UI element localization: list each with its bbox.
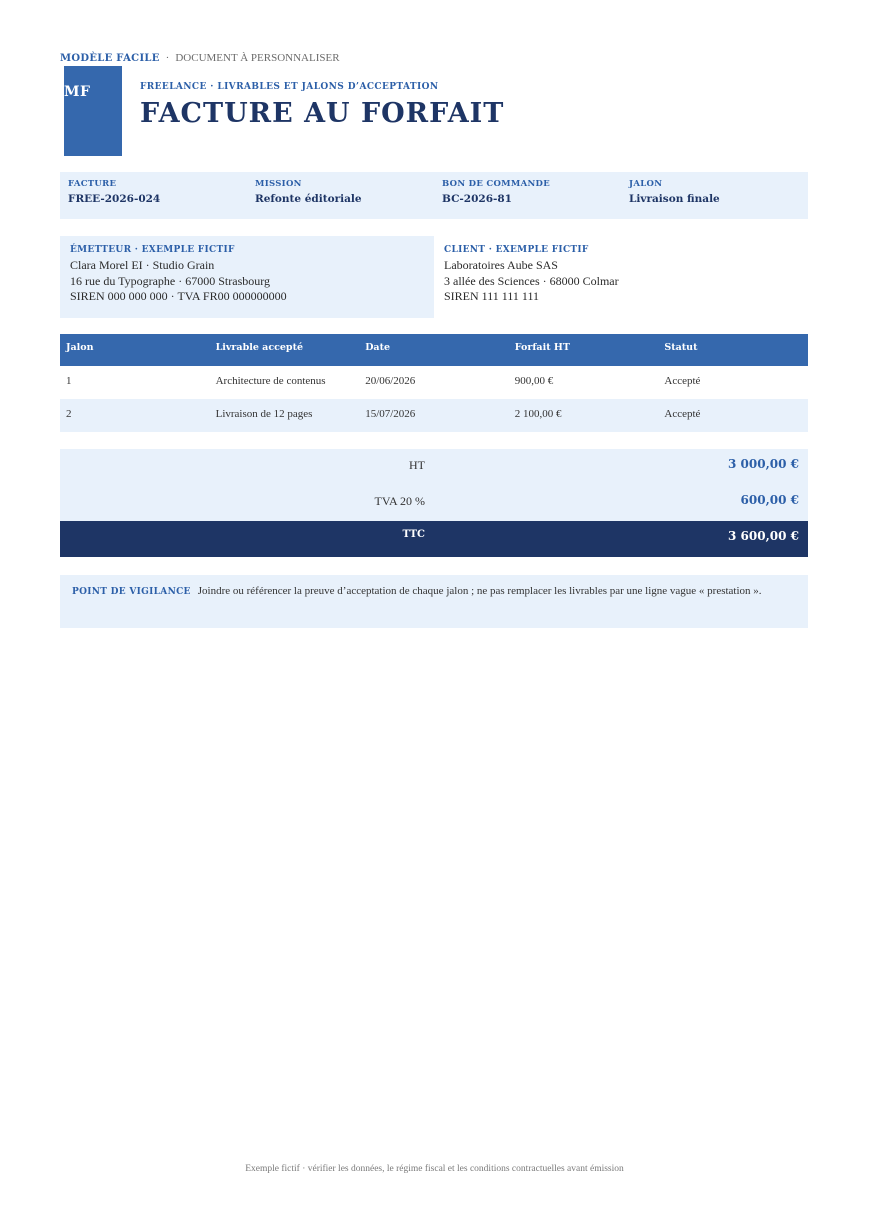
column-header: Livrable accepté bbox=[215, 342, 304, 353]
table-row bbox=[60, 399, 808, 432]
meta-label: FACTURE bbox=[68, 179, 117, 189]
table-row bbox=[60, 366, 808, 399]
total-tva-row bbox=[60, 485, 808, 521]
column-header: Forfait HT bbox=[514, 342, 570, 353]
meta-value: BC-2026-81 bbox=[442, 193, 512, 205]
meta-value: FREE-2026-024 bbox=[68, 193, 161, 205]
meta-purchase-order bbox=[434, 172, 621, 219]
table-cell: Accepté bbox=[664, 408, 701, 420]
column-header: Statut bbox=[664, 342, 698, 353]
meta-label: BON DE COMMANDE bbox=[442, 179, 550, 189]
total-tva-value: 600,00 € bbox=[740, 493, 799, 507]
table-cell: Architecture de contenus bbox=[215, 375, 326, 387]
total-ht-label: HT bbox=[409, 458, 425, 472]
issuer-line: Clara Morel EI · Studio Grain bbox=[70, 258, 215, 272]
meta-mission bbox=[247, 172, 434, 219]
client-line: SIREN 111 111 111 bbox=[444, 289, 539, 303]
meta-value: Refonte éditoriale bbox=[255, 193, 362, 205]
vigilance-note bbox=[60, 575, 808, 628]
table-cell: 900,00 € bbox=[514, 375, 554, 387]
table-cell: 20/06/2026 bbox=[365, 375, 416, 387]
document-kicker: FREELANCE · LIVRABLES ET JALONS D’ACCEPTATION bbox=[140, 82, 439, 92]
total-ht-row bbox=[60, 449, 808, 485]
total-ttc-value: 3 600,00 € bbox=[728, 529, 799, 543]
client-line: Laboratoires Aube SAS bbox=[444, 258, 558, 272]
meta-label: JALON bbox=[629, 179, 663, 189]
invoice-meta-bar bbox=[60, 172, 808, 219]
meta-value: Livraison finale bbox=[629, 193, 720, 205]
column-header: Jalon bbox=[66, 342, 94, 353]
logo-block bbox=[64, 66, 122, 156]
note-text: Joindre ou référencer la preuve d’acceptation de chaque jalon ; ne pas remplacer les livrables par une ligne vague « prestation ». bbox=[197, 585, 762, 597]
issuer-label: ÉMETTEUR · EXEMPLE FICTIF bbox=[70, 245, 235, 255]
table-cell: 2 bbox=[66, 408, 72, 420]
brand-separator: · bbox=[165, 52, 170, 64]
table-cell: 1 bbox=[66, 375, 72, 387]
client-block bbox=[434, 236, 808, 318]
total-ttc-label: TTC bbox=[402, 529, 425, 540]
issuer-block bbox=[60, 236, 434, 318]
page-footer: Exemple fictif · vérifier les données, le régime fiscal et les conditions contractuelles avant émission bbox=[245, 1164, 624, 1174]
brand-name: MODÈLE FACILE bbox=[60, 53, 160, 64]
table-cell: Accepté bbox=[664, 375, 701, 387]
meta-label: MISSION bbox=[255, 179, 302, 189]
total-ht-value: 3 000,00 € bbox=[728, 457, 799, 471]
meta-invoice bbox=[60, 172, 247, 219]
table-cell: 2 100,00 € bbox=[514, 408, 562, 420]
meta-milestone bbox=[621, 172, 808, 219]
client-line: 3 allée des Sciences · 68000 Colmar bbox=[444, 273, 619, 288]
table-cell: 15/07/2026 bbox=[365, 408, 416, 420]
note-label: POINT DE VIGILANCE bbox=[72, 587, 191, 597]
totals-block bbox=[60, 449, 808, 557]
milestones-table bbox=[60, 334, 808, 432]
issuer-line: SIREN 000 000 000 · TVA FR00 000000000 bbox=[70, 289, 287, 303]
total-ttc-row bbox=[60, 521, 808, 557]
brand-tagline: DOCUMENT À PERSONNALISER bbox=[175, 52, 340, 64]
page-title: FACTURE AU FORFAIT bbox=[140, 98, 505, 129]
logo-text: MF bbox=[64, 84, 91, 100]
total-tva-label: TVA 20 % bbox=[374, 494, 425, 508]
issuer-line: 16 rue du Typographe · 67000 Strasbourg bbox=[70, 273, 271, 288]
table-header bbox=[60, 334, 808, 366]
document-top-line bbox=[60, 52, 340, 64]
table-cell: Livraison de 12 pages bbox=[215, 408, 313, 420]
column-header: Date bbox=[365, 342, 391, 353]
client-label: CLIENT · EXEMPLE FICTIF bbox=[444, 245, 589, 255]
